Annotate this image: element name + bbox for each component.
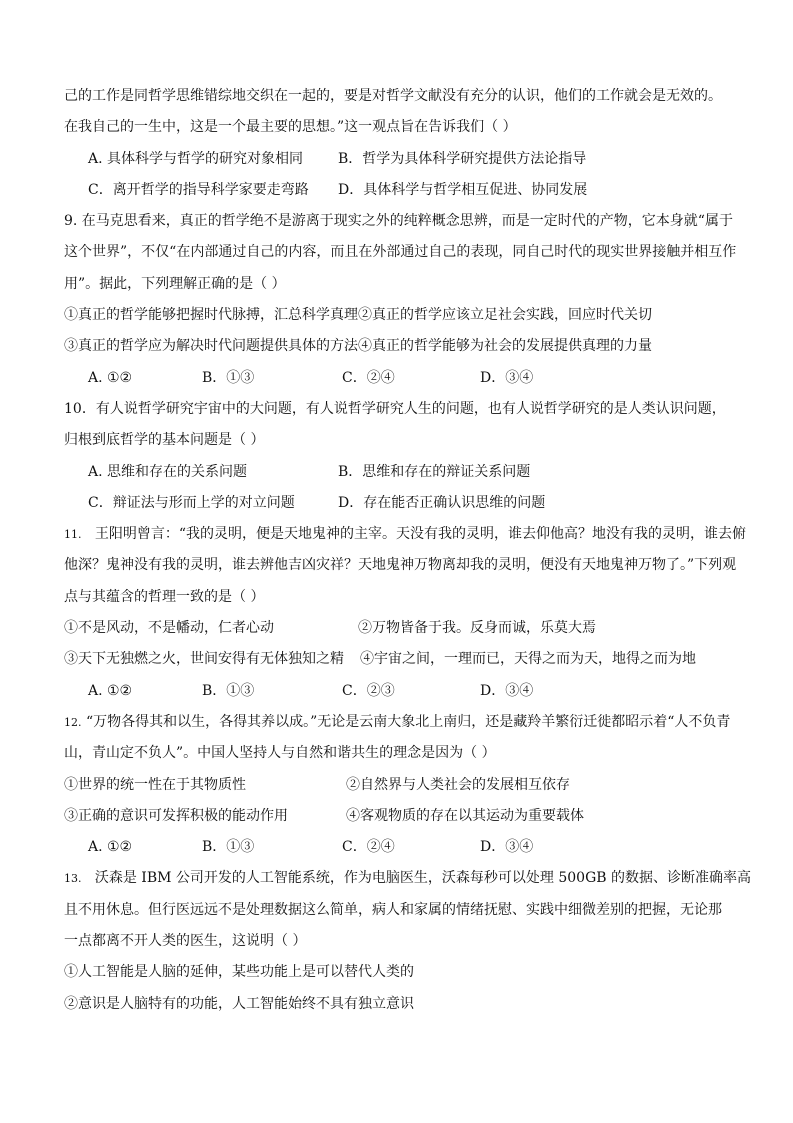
q8-options-row-1 bbox=[64, 149, 736, 180]
q11-item-row-1 bbox=[64, 618, 736, 649]
q13-item-row-1: ①人工智能是人脑的延伸，某些功能上是可以替代人类的 bbox=[64, 964, 414, 981]
q10-options-row-1 bbox=[64, 462, 736, 493]
q8-stem-line-1: 己的工作是同哲学思维错综地交织在一起的，要是对哲学文献没有充分的认识，他们的工作就会是无效的。 bbox=[64, 88, 722, 104]
q9-stem-line-3: 用”。据此，下列理解正确的是（ ） bbox=[64, 275, 286, 292]
q9-item-row-2: ③真正的哲学应为解决时代问题提供具体的方法④真正的哲学能够为社会的发展提供真理的力量 bbox=[64, 338, 652, 355]
q9-stem-line-1: 9. 在马克思看来，真正的哲学绝不是游离于现实之外的纯粹概念思辨，而是一定时代的产物，它本身就“属于 bbox=[64, 213, 733, 230]
q9-option-b: B．①③ bbox=[202, 369, 255, 386]
exam-page bbox=[64, 86, 752, 1025]
q9-item-row-1: ①真正的哲学能够把握时代脉搏，汇总科学真理②真正的哲学应该立足社会实践，回应时代关切 bbox=[64, 307, 652, 324]
q8-option-b: B．哲学为具体科学研究提供方法论指导 bbox=[338, 150, 587, 167]
q11-stem-line-3: 点与其蕴含的哲理一致的是（ ） bbox=[64, 588, 265, 605]
q8-option-d: D．具体科学与哲学相互促进、协同发展 bbox=[338, 181, 588, 198]
q12-item-row-1 bbox=[64, 775, 736, 806]
q12-option-c: C．②④ bbox=[342, 839, 395, 856]
q11-item-1: ①不是风动，不是幡动，仁者心动 bbox=[64, 620, 274, 637]
q11-item-row-2 bbox=[64, 649, 736, 680]
q11-option-c: C．②③ bbox=[342, 682, 395, 699]
q12-item-2: ②自然界与人类社会的发展相互依存 bbox=[346, 776, 570, 793]
q11-option-b: B．①③ bbox=[202, 682, 255, 699]
q11-stem-text: 王阳明曾言：“我的灵明，便是天地鬼神的主宰。天没有我的灵明，谁去仰他高？地没有我的灵明，谁去俯 bbox=[94, 526, 747, 543]
q10-option-d: D．存在能否正确认识思维的问题 bbox=[338, 494, 546, 511]
q9-option-a: A. ①② bbox=[88, 369, 133, 386]
q11-options-row bbox=[64, 681, 736, 712]
q11-item-2: ②万物皆备于我。反身而诚，乐莫大焉 bbox=[358, 620, 596, 637]
q8-stem-line-2: 在我自己的一生中，这是一个最主要的思想。”这一观点旨在告诉我们（ ） bbox=[64, 119, 517, 136]
q13-stem-line-1 bbox=[64, 868, 752, 899]
q11-number: 11. bbox=[64, 528, 82, 542]
q10-stem-line-2: 归根到底哲学的基本问题是（ ） bbox=[64, 432, 265, 449]
q12-item-1: ①世界的统一性在于其物质性 bbox=[64, 776, 246, 793]
q11-option-a: A. ①② bbox=[88, 682, 133, 699]
q13-stem-line-2: 且不用休息。但行医远远不是处理数据这么简单，病人和家属的情绪抚慰、实践中细微差别的把握，无论那 bbox=[64, 901, 722, 918]
q13-stem-text: 沃森是 IBM 公司开发的人工智能系统，作为电脑医生，沃森每秒可以处理 500GB 的数据、诊断准确率高 bbox=[94, 870, 752, 887]
q10-option-c: C．辩证法与形而上学的对立问题 bbox=[88, 494, 295, 511]
q12-option-b: B．①③ bbox=[202, 839, 255, 856]
q11-stem-line-1 bbox=[64, 524, 747, 555]
q10-option-a: A. 思维和存在的关系问题 bbox=[88, 463, 248, 480]
q12-option-d: D．③④ bbox=[480, 839, 534, 856]
q12-item-4: ④客观物质的存在以其运动为重要载体 bbox=[346, 807, 584, 824]
q12-stem-line-1 bbox=[64, 712, 736, 743]
q12-options-row bbox=[64, 837, 736, 868]
q9-option-d: D．③④ bbox=[480, 369, 534, 386]
q13-number: 13. bbox=[64, 872, 82, 886]
q12-stem-text: “万物各得其和以生，各得其养以成。”无论是云南大象北上南归，还是藏羚羊繁衍迁徙都昭示着“人不负青 bbox=[85, 713, 731, 730]
q9-option-c: C．②④ bbox=[342, 369, 395, 386]
q12-item-3: ③正确的意识可发挥积极的能动作用 bbox=[64, 807, 288, 824]
q8-option-a: A. 具体科学与哲学的研究对象相同 bbox=[88, 150, 304, 167]
q8-option-c: C．离开哲学的指导科学家要走弯路 bbox=[88, 181, 309, 198]
q11-option-d: D．③④ bbox=[480, 682, 534, 699]
q10-options-row-2 bbox=[64, 493, 736, 524]
q10-option-b: B．思维和存在的辩证关系问题 bbox=[338, 463, 531, 480]
q10-stem-line-1: 10．有人说哲学研究宇宙中的大问题，有人说哲学研究人生的问题，也有人说哲学研究的是人类认识问题， bbox=[64, 400, 726, 417]
q9-stem-line-2: 这个世界”，不仅“在内部通过自己的内容，而且在外部通过自己的表现，同自己时代的现实世界接触并相互作 bbox=[64, 244, 737, 261]
q12-item-row-2 bbox=[64, 806, 736, 837]
q13-stem-line-3: 一点都离不开人类的医生，这说明（ ） bbox=[64, 933, 307, 950]
q8-options-row-2 bbox=[64, 180, 736, 211]
q11-item-4: ④宇宙之间，一理而已，天得之而为天，地得之而为地 bbox=[360, 651, 696, 668]
q11-stem-line-2: 他深？鬼神没有我的灵明，谁去辨他吉凶灾祥？天地鬼神万物离却我的灵明，便没有天地鬼神万物了。”下列观 bbox=[64, 557, 737, 574]
q12-option-a: A. ①② bbox=[88, 839, 133, 856]
q11-item-3: ③天下无独燃之火，世间安得有无体独知之精 bbox=[64, 651, 344, 668]
q12-stem-line-2: 山，青山定不负人”。中国人坚持人与自然和谐共生的理念是因为（ ） bbox=[64, 745, 496, 762]
q12-number: 12. bbox=[64, 715, 82, 729]
q13-item-row-2: ②意识是人脑特有的功能，人工智能始终不具有独立意识 bbox=[64, 995, 414, 1012]
q9-options-row bbox=[64, 368, 736, 399]
